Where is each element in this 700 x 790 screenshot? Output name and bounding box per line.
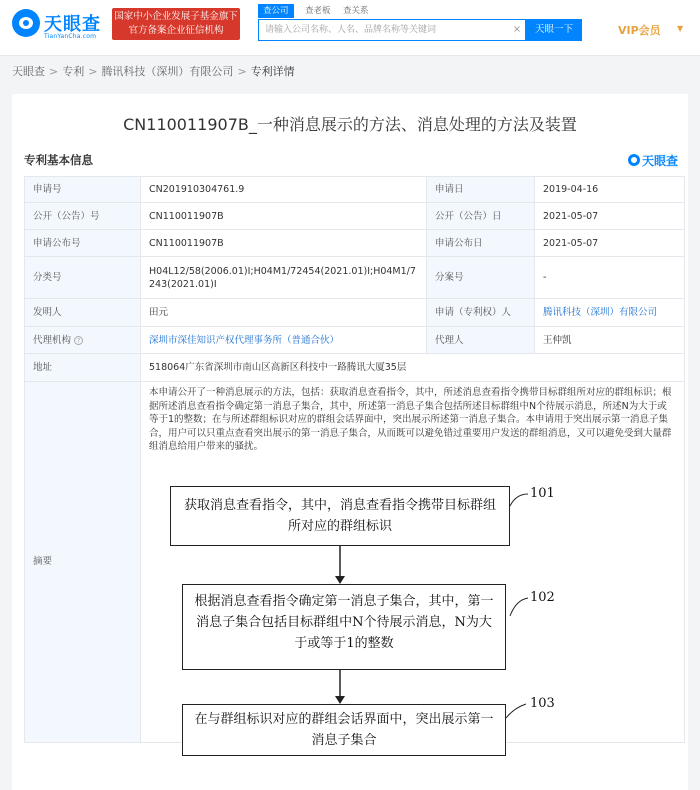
breadcrumb	[12, 64, 295, 80]
field-label: 地址	[25, 354, 141, 382]
flowchart-step-103: 在与群组标识对应的群组会话界面中，突出展示第一消息子集合	[182, 704, 506, 756]
field-label: 公开（公告）日	[427, 203, 535, 230]
abstract-body: 本申请公开了一种消息展示的方法，包括：获取消息查看指令，其中，所述消息查看指令携带目标群组所对应的群组标识；根据所述消息查看指令确定第一消息子集合，其中，所述第一消息子集合包括所述目标群组中N个待展示消息，所述N为大于或等于1的整数；在与所述群组标识对应的群组会话界面中，突出展示所述第一消息子集合。本申请用于突出展示第一消息子集合，用户可以只重点查看突出展示的第一消息子集合，从而既可以避免错过重要用户发送的群组消息，又可以避免受到大量群组消息给用户带来的骚扰。	[149, 387, 672, 452]
table-row	[25, 257, 685, 299]
table-row	[25, 327, 685, 354]
breadcrumb-company[interactable]: 腾讯科技（深圳）有限公司	[101, 65, 234, 78]
table-row	[25, 299, 685, 327]
flowchart-step-101: 获取消息查看指令，其中，消息查看指令携带目标群组所对应的群组标识	[170, 486, 510, 546]
site-logo[interactable]	[12, 8, 108, 44]
flowchart-step-102: 根据消息查看指令确定第一消息子集合，其中，第一消息子集合包括目标群组中N个待展示消息，N为大于或等于1的整数	[182, 584, 506, 670]
brand-watermark	[628, 152, 678, 169]
breadcrumb-separator: >	[49, 65, 59, 78]
table-row	[25, 354, 685, 382]
field-label: 申请号	[25, 177, 141, 203]
page-title: CN110011907B_一种消息展示的方法、消息处理的方法及装置	[123, 115, 577, 134]
official-banner[interactable]	[112, 8, 240, 40]
breadcrumb-patent[interactable]: 专利	[62, 65, 85, 78]
tab-boss[interactable]: 查老板	[305, 6, 331, 16]
top-header	[0, 0, 700, 56]
field-label: 申请公布日	[427, 230, 535, 257]
field-label: 代理人	[427, 327, 535, 354]
field-value: 田元	[141, 299, 427, 327]
field-label: 分案号	[427, 257, 535, 299]
field-label: 申请（专利权）人	[427, 299, 535, 327]
tab-company[interactable]: 查公司	[258, 4, 294, 18]
tab-relation[interactable]: 查关系	[343, 6, 369, 16]
field-value: 518064广东省深圳市南山区高新区科技中一路腾讯大厦35层	[141, 354, 685, 382]
clear-search-icon[interactable]: ×	[512, 24, 522, 35]
breadcrumb-separator: >	[237, 65, 247, 78]
field-value: CN110011907B	[141, 203, 427, 230]
eye-logo-icon	[12, 9, 40, 37]
table-row	[25, 230, 685, 257]
search-input[interactable]	[258, 19, 526, 41]
field-value: 王仲凯	[535, 327, 685, 354]
patent-detail-card	[12, 94, 688, 790]
field-value: -	[535, 257, 685, 299]
field-label-with-help	[25, 327, 141, 354]
flowchart-label-101: 101	[530, 486, 555, 501]
applicant-link[interactable]: 腾讯科技（深圳）有限公司	[535, 299, 685, 327]
banner-line-2: 官方备案企业征信机构	[128, 25, 224, 36]
field-value: 2021-05-07	[535, 230, 685, 257]
field-value: CN201910304761.9	[141, 177, 427, 203]
field-label: 摘要	[25, 382, 141, 743]
logo-text: 天眼查	[44, 14, 101, 35]
flowchart-label-103: 103	[530, 696, 555, 711]
field-label: 公开（公告）号	[25, 203, 141, 230]
flowchart-label-102: 102	[530, 590, 555, 605]
help-icon[interactable]: ?	[74, 336, 83, 345]
banner-line-1: 国家中小企业发展子基金旗下	[114, 11, 238, 22]
field-label: 代理机构	[33, 334, 72, 346]
field-label: 分类号	[25, 257, 141, 299]
breadcrumb-current: 专利详情	[250, 65, 295, 78]
table-row	[25, 203, 685, 230]
logo-subtitle: TianYanCha.com	[44, 33, 97, 40]
table-row	[25, 177, 685, 203]
section-title: 专利基本信息	[24, 153, 93, 167]
eye-logo-icon	[628, 154, 640, 166]
field-value: 2019-04-16	[535, 177, 685, 203]
brand-label: 天眼查	[642, 154, 679, 168]
breadcrumb-home[interactable]: 天眼查	[12, 65, 45, 78]
abstract-flowchart-figure	[164, 486, 574, 756]
agency-link[interactable]: 深圳市深佳知识产权代理事务所（普通合伙）	[141, 327, 427, 354]
field-label: 申请日	[427, 177, 535, 203]
field-value: 2021-05-07	[535, 203, 685, 230]
field-value: CN110011907B	[141, 230, 427, 257]
search-button[interactable]: 天眼一下	[526, 19, 582, 41]
field-label: 发明人	[25, 299, 141, 327]
chevron-down-icon[interactable]: ▼	[677, 24, 684, 33]
field-label: 申请公布号	[25, 230, 141, 257]
vip-member-link[interactable]: VIP会员	[618, 24, 661, 37]
field-value: H04L12/58(2006.01)I;H04M1/72454(2021.01)I;H04M1/7243(2021.01)I	[141, 257, 427, 299]
breadcrumb-separator: >	[88, 65, 98, 78]
